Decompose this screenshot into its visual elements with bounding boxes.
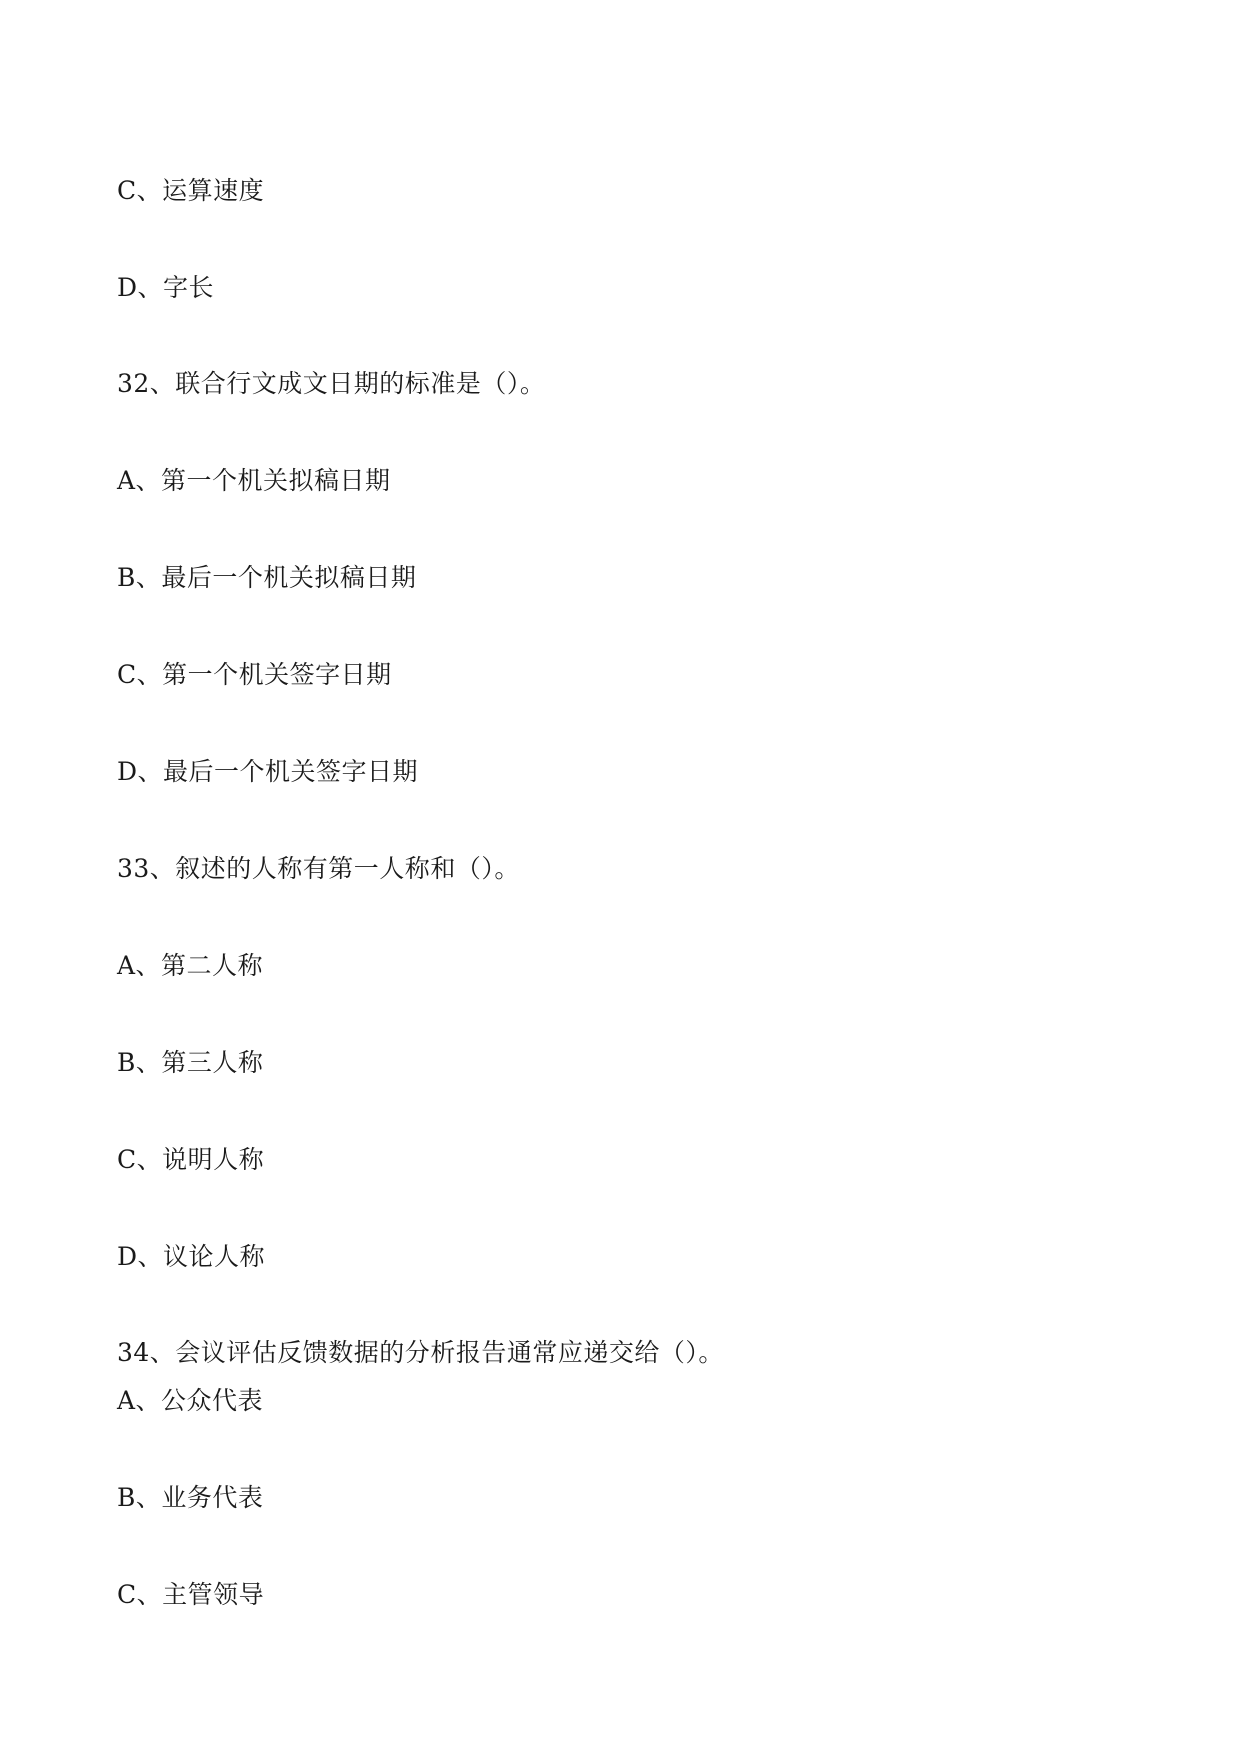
option-a-q34: A、公众代表 [117,1386,264,1415]
option-b-q32: B、最后一个机关拟稿日期 [117,563,417,592]
option-c-q33: C、说明人称 [117,1145,265,1174]
option-b-q33: B、第三人称 [117,1048,264,1077]
option-c-q34: C、主管领导 [117,1580,265,1609]
option-a-q32: A、第一个机关拟稿日期 [117,466,391,495]
option-a-q33: A、第二人称 [117,951,264,980]
question-33: 33、叙述的人称有第一人称和（）。 [117,854,520,883]
option-d-q31: D、字长 [117,273,215,302]
option-d-q33: D、议论人称 [117,1242,266,1271]
question-34: 34、会议评估反馈数据的分析报告通常应递交给（）。 [117,1338,724,1367]
option-b-q34: B、业务代表 [117,1483,264,1512]
option-c-q31: C、运算速度 [117,176,265,205]
question-32: 32、联合行文成文日期的标准是（）。 [117,369,546,398]
option-c-q32: C、第一个机关签字日期 [117,660,392,689]
option-d-q32: D、最后一个机关签字日期 [117,757,419,786]
